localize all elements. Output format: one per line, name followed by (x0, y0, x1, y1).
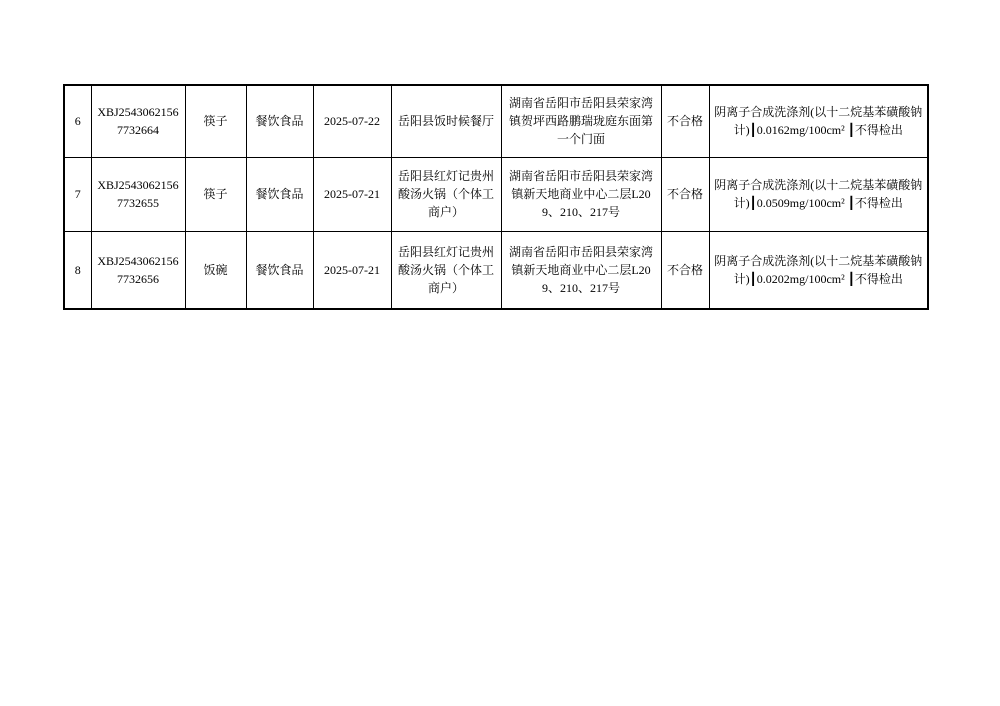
cell-address: 湖南省岳阳市岳阳县荣家湾镇新天地商业中心二层L209、210、217号 (501, 157, 661, 231)
cell-fail-detail: 阴离子合成洗涤剂(以十二烷基苯磺酸钠计)┃0.0509mg/100cm² ┃不得检出 (709, 157, 928, 231)
inspection-results-table (63, 84, 929, 310)
cell-date: 2025-07-21 (313, 157, 391, 231)
cell-result: 不合格 (661, 231, 709, 309)
cell-date: 2025-07-22 (313, 85, 391, 157)
cell-category: 餐饮食品 (246, 157, 313, 231)
cell-fail-detail: 阴离子合成洗涤剂(以十二烷基苯磺酸钠计)┃0.0162mg/100cm² ┃不得检出 (709, 85, 928, 157)
table-row (64, 231, 928, 309)
table-row (64, 85, 928, 157)
cell-producer: 岳阳县饭时候餐厅 (391, 85, 501, 157)
cell-product: 筷子 (185, 85, 246, 157)
cell-seq: 6 (64, 85, 91, 157)
cell-category: 餐饮食品 (246, 85, 313, 157)
cell-producer: 岳阳县红灯记贵州酸汤火锅（个体工商户） (391, 157, 501, 231)
cell-date: 2025-07-21 (313, 231, 391, 309)
cell-seq: 8 (64, 231, 91, 309)
cell-result: 不合格 (661, 85, 709, 157)
cell-fail-detail: 阴离子合成洗涤剂(以十二烷基苯磺酸钠计)┃0.0202mg/100cm² ┃不得检出 (709, 231, 928, 309)
cell-product: 饭碗 (185, 231, 246, 309)
cell-sample-id: XBJ25430621567732656 (91, 231, 185, 309)
cell-result: 不合格 (661, 157, 709, 231)
cell-sample-id: XBJ25430621567732664 (91, 85, 185, 157)
cell-address: 湖南省岳阳市岳阳县荣家湾镇新天地商业中心二层L209、210、217号 (501, 231, 661, 309)
table-row (64, 157, 928, 231)
cell-address: 湖南省岳阳市岳阳县荣家湾镇贺坪西路鹏瑞珑庭东面第一个门面 (501, 85, 661, 157)
cell-product: 筷子 (185, 157, 246, 231)
cell-sample-id: XBJ25430621567732655 (91, 157, 185, 231)
cell-producer: 岳阳县红灯记贵州酸汤火锅（个体工商户） (391, 231, 501, 309)
cell-seq: 7 (64, 157, 91, 231)
cell-category: 餐饮食品 (246, 231, 313, 309)
